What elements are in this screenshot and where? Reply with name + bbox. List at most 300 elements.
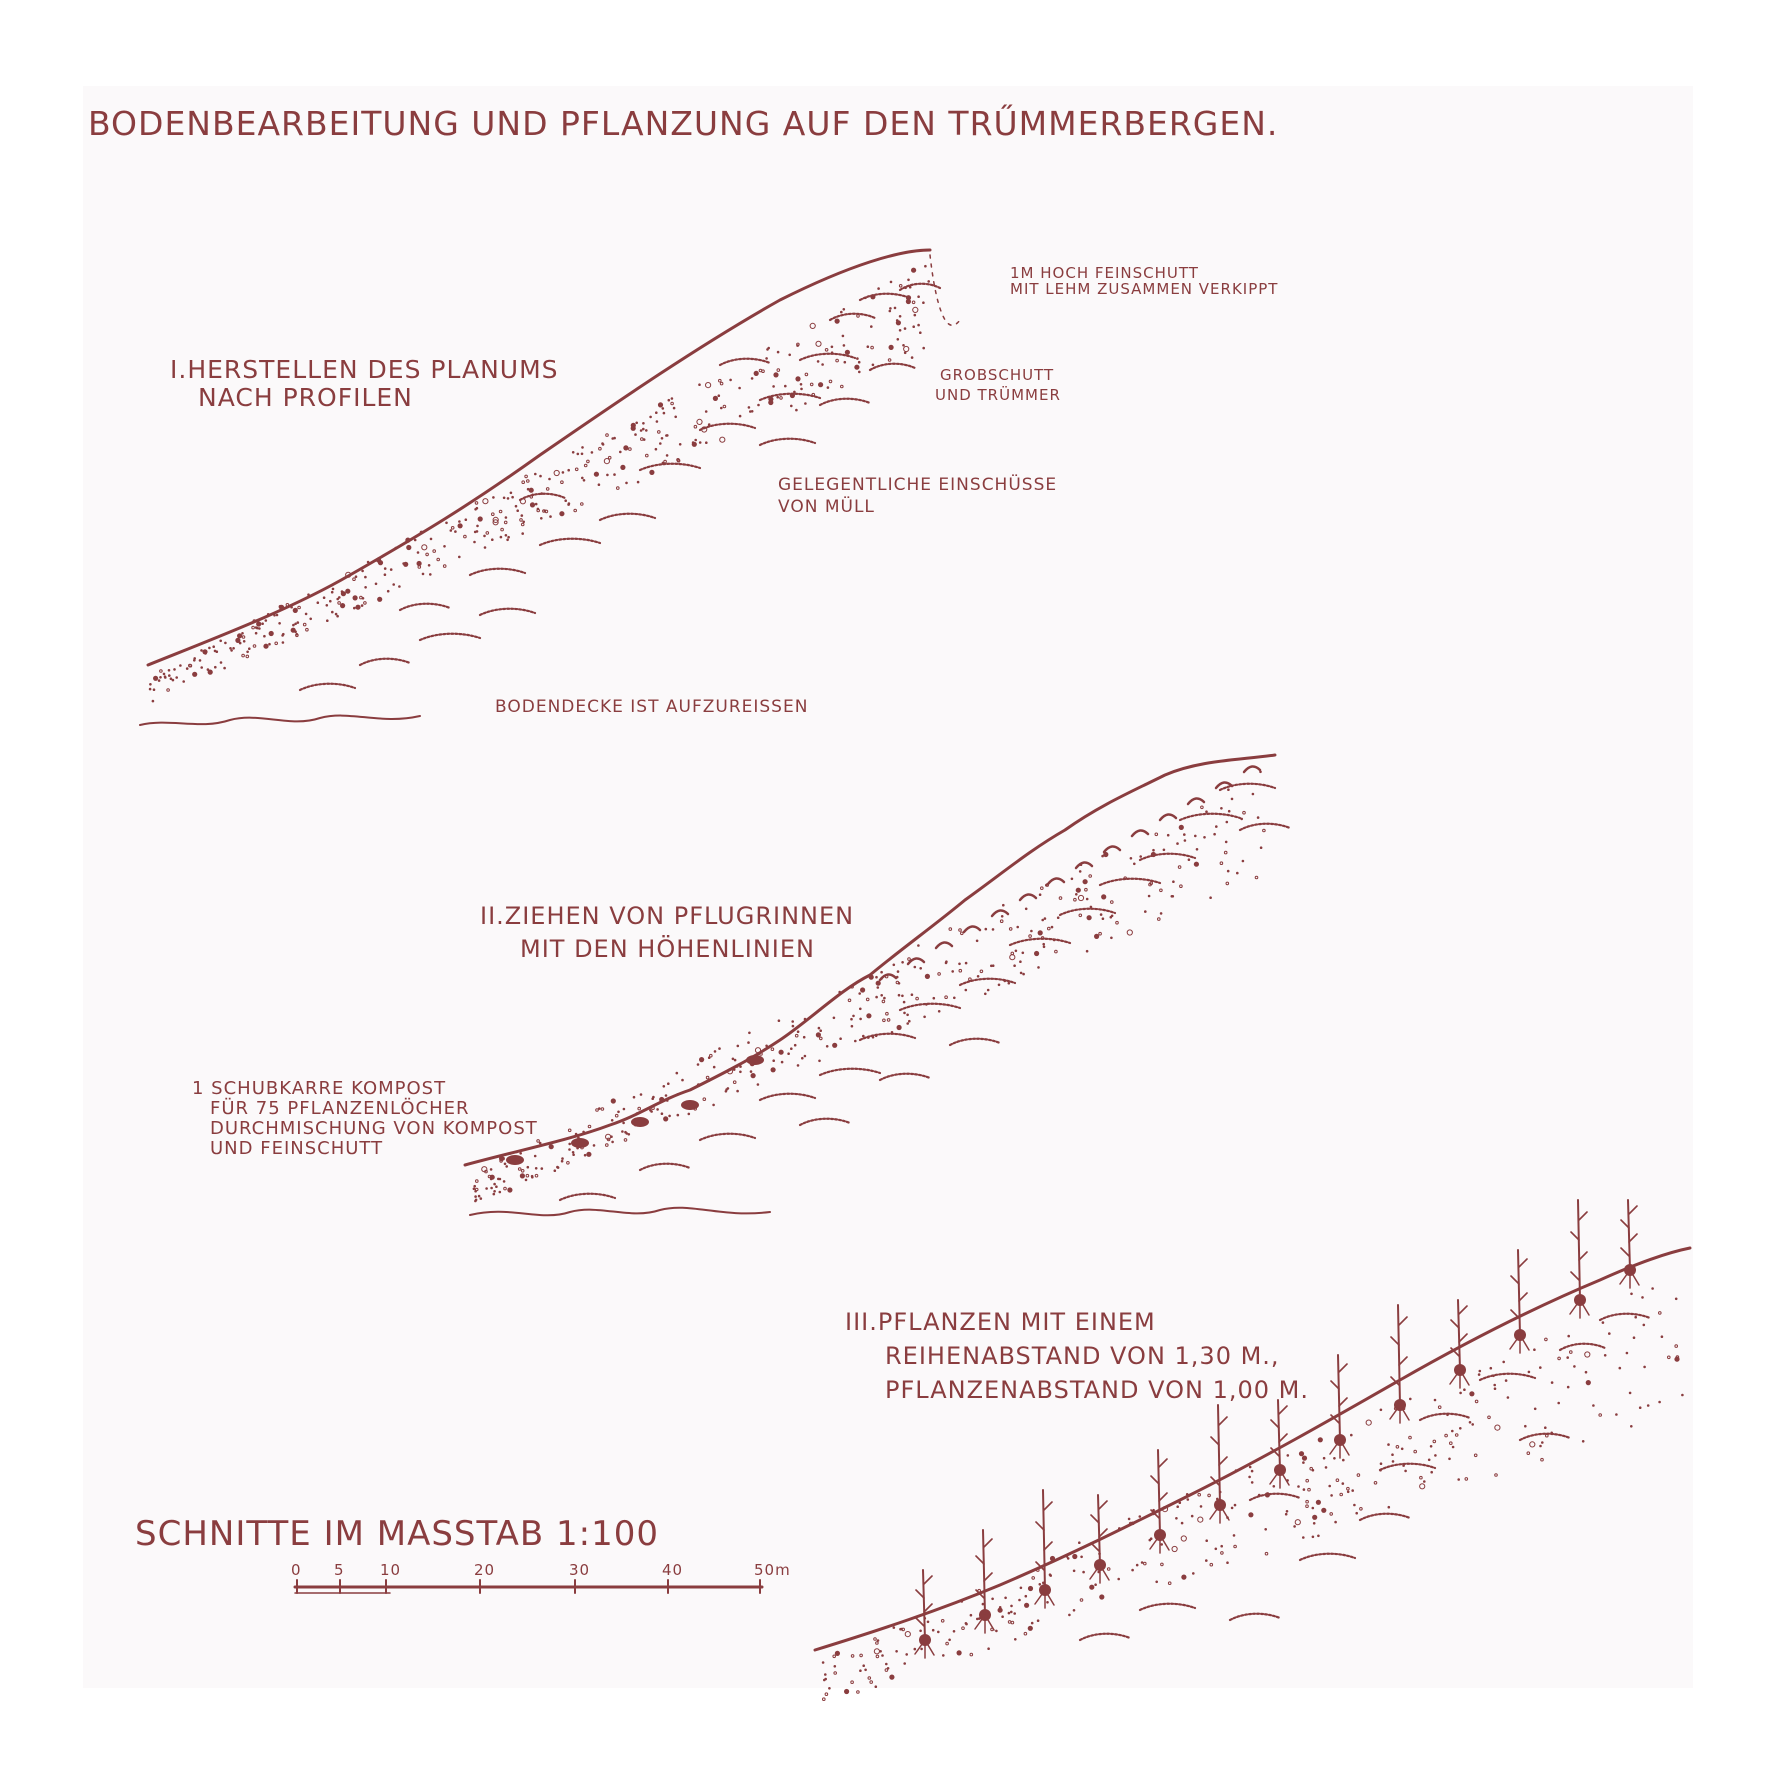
rubble-dot (510, 492, 513, 495)
rubble-dot (1073, 1570, 1076, 1573)
rubble-dot (1545, 1338, 1548, 1341)
rubble-dot (1200, 1505, 1203, 1508)
rubble-dot (823, 1698, 826, 1701)
rubble-dot (635, 422, 638, 425)
rubble-dot (291, 628, 296, 633)
rubble-dot (207, 668, 210, 671)
rubble-dot (938, 973, 941, 976)
rubble-dot (478, 516, 483, 521)
rubble-dot (1148, 895, 1151, 898)
rubble-dot (581, 503, 584, 506)
plant-roots (1450, 1370, 1469, 1388)
plant-leaf (1629, 1206, 1637, 1214)
rubble-dot (887, 1667, 890, 1670)
rubble-dot (896, 319, 899, 322)
rubble-dot (750, 1061, 755, 1066)
rubble-dot (608, 456, 611, 459)
rubble-dot (331, 591, 334, 594)
rubble-dot (903, 1662, 906, 1665)
strata-mark (470, 569, 525, 575)
rubble-dot (825, 349, 828, 352)
rubble-dot (849, 986, 852, 989)
rubble-dot (823, 1679, 826, 1682)
rubble-dot (539, 475, 542, 478)
rubble-dot (843, 308, 846, 311)
rubble-dot (1025, 908, 1028, 911)
rubble-dot (1234, 1545, 1237, 1548)
rubble-dot (1086, 898, 1089, 901)
rubble-dot (771, 1067, 776, 1072)
rubble-dot (835, 319, 840, 324)
rubble-dot (970, 1653, 973, 1656)
rubble-dot (499, 1191, 502, 1194)
rubble-dot (843, 344, 846, 347)
rubble-dot (1051, 926, 1054, 929)
rubble-dot (149, 683, 152, 686)
rubble-dot (780, 397, 783, 400)
rubble-dot (883, 1019, 886, 1022)
rubble-dot (779, 1050, 784, 1055)
rubble-dot (1567, 1335, 1570, 1338)
rubble-dot (1020, 972, 1023, 975)
rubble-dot (901, 995, 904, 998)
rubble-dot (1031, 1622, 1034, 1625)
rubble-dot (1534, 1408, 1537, 1411)
rubble-dot (242, 654, 245, 657)
rubble-dot (559, 511, 564, 516)
rubble-dot (317, 601, 320, 604)
plant-roots (1390, 1405, 1409, 1423)
plant-stem (1218, 1405, 1220, 1505)
rubble-dot (429, 573, 432, 576)
rubble-dot (527, 1166, 530, 1169)
rubble-dot (965, 989, 968, 992)
rubble-dot (1586, 1380, 1591, 1385)
rubble-dot (476, 1180, 479, 1183)
section-1-heading-line2: NACH PROFILEN (198, 383, 413, 412)
rubble-dot (361, 570, 364, 573)
rubble-dot (911, 993, 914, 996)
rubble-dot (1391, 1453, 1394, 1456)
rubble-dot (1641, 1296, 1644, 1299)
rubble-dot (1420, 1484, 1425, 1489)
rubble-dot (464, 535, 467, 538)
rubble-dot (164, 676, 167, 679)
plough-furrow (1132, 830, 1148, 836)
rubble-dot (1150, 882, 1153, 885)
rubble-dot (998, 1608, 1003, 1613)
rubble-dot (1366, 1420, 1371, 1425)
rubble-dot (541, 1167, 544, 1170)
rubble-dot (825, 1693, 828, 1696)
rubble-dot (549, 1144, 554, 1149)
rubble-dot (1488, 1416, 1491, 1419)
rubble-dot (788, 354, 791, 357)
rubble-dot (719, 379, 722, 382)
rubble-dot (1380, 1462, 1383, 1465)
rubble-dot (1321, 1508, 1326, 1513)
rubble-dot (833, 1017, 836, 1020)
section-1-note-rubble-line2: UND TRÜMMER (935, 386, 1061, 404)
plant-leaf (1519, 1293, 1527, 1301)
rubble-dot (842, 335, 845, 338)
rubble-dot (1098, 1552, 1101, 1555)
rubble-dot (917, 944, 920, 947)
rubble-dot (375, 583, 378, 586)
scale-tick-label: 20 (474, 1561, 496, 1579)
rubble-dot (804, 1018, 807, 1021)
strata-mark (1360, 1514, 1410, 1520)
rubble-dot (748, 1032, 751, 1035)
rubble-dot (353, 607, 356, 610)
rubble-dot (1325, 1466, 1328, 1469)
rubble-dot (1469, 1421, 1472, 1424)
strata-mark (1420, 1414, 1470, 1420)
rubble-dot (1681, 1394, 1684, 1397)
rubble-dot (1175, 1517, 1178, 1520)
rubble-dot (765, 357, 768, 360)
rubble-dot (1317, 1535, 1320, 1538)
rubble-dot (474, 531, 477, 534)
plough-furrow (936, 942, 952, 948)
rubble-dot (295, 633, 298, 636)
rubble-dot (1328, 1485, 1331, 1488)
rubble-dot (1008, 982, 1011, 985)
rubble-dot (336, 615, 339, 618)
rubble-dot (818, 382, 823, 387)
rubble-dot (1176, 1505, 1179, 1508)
rubble-dot (977, 975, 980, 978)
rubble-dot (1078, 895, 1083, 900)
rubble-dot (275, 642, 278, 645)
rubble-dot (596, 1109, 599, 1112)
rubble-dot (1102, 917, 1105, 920)
rubble-dot (1479, 1370, 1482, 1373)
rubble-dot (544, 510, 547, 513)
rubble-dot (1057, 916, 1060, 919)
rubble-dot (896, 976, 899, 979)
scale-tick-label: 5 (334, 1561, 345, 1579)
rubble-dot (1011, 1621, 1014, 1624)
rubble-dot (897, 1025, 902, 1030)
rubble-dot (256, 621, 261, 626)
rubble-dot (1225, 841, 1228, 844)
rubble-dot (329, 600, 332, 603)
rubble-dot (503, 497, 506, 500)
rubble-dot (1187, 1498, 1190, 1501)
rubble-dot (586, 1152, 591, 1157)
rubble-dot (1008, 1612, 1011, 1615)
rubble-dot (521, 523, 524, 526)
scale-label: SCHNITTE IM MASSTAB 1:100 (135, 1514, 660, 1554)
rubble-dot (875, 996, 878, 999)
rubble-dot (625, 1132, 628, 1135)
strata-mark (400, 604, 450, 610)
rubble-dot (1004, 1597, 1007, 1600)
strata-mark (1230, 1614, 1280, 1620)
rubble-dot (668, 399, 671, 402)
rubble-dot (1233, 1534, 1236, 1537)
rubble-dot (870, 1681, 873, 1684)
rubble-dot (987, 989, 990, 992)
plant-leaf (1579, 1252, 1587, 1260)
rubble-dot (903, 1012, 906, 1015)
rubble-dot (1585, 1352, 1590, 1357)
compost-pocket (746, 1055, 764, 1065)
rubble-dot (727, 1087, 730, 1090)
rubble-dot (899, 329, 902, 332)
rubble-dot (1633, 1336, 1636, 1339)
rubble-dot (876, 981, 881, 986)
rubble-dot (572, 451, 575, 454)
rubble-dot (392, 583, 395, 586)
rubble-dot (698, 383, 701, 386)
rubble-dot (520, 1173, 525, 1178)
rubble-dot (818, 1027, 821, 1030)
rubble-dot (980, 970, 983, 973)
rubble-dot (876, 1655, 879, 1658)
rubble-dot (246, 655, 249, 658)
rubble-dot (794, 1044, 797, 1047)
rubble-dot (816, 341, 821, 346)
rubble-dot (914, 314, 917, 317)
rubble-dot (1097, 1571, 1100, 1574)
rubble-dot (1210, 1563, 1213, 1566)
rubble-dot (490, 1187, 493, 1190)
rubble-dot (486, 532, 489, 535)
rubble-dot (1086, 950, 1089, 953)
rubble-dot (242, 636, 245, 639)
rubble-dot (751, 1073, 756, 1078)
rubble-dot (638, 1107, 641, 1110)
rubble-dot (1037, 1569, 1040, 1572)
rubble-dot (1438, 1406, 1441, 1409)
rubble-dot (1566, 1356, 1569, 1359)
rubble-dot (923, 1016, 926, 1019)
rubble-dot (1141, 1561, 1144, 1564)
rubble-dot (1215, 825, 1218, 828)
plant-leaf (1159, 1493, 1167, 1501)
rubble-dot (237, 633, 242, 638)
rubble-dot (666, 454, 669, 457)
rubble-dot (253, 645, 256, 648)
rubble-dot (919, 967, 922, 970)
rubble-dot (443, 545, 446, 548)
rubble-dot (773, 372, 778, 377)
rubble-dot (750, 1070, 753, 1073)
rubble-dot (1008, 1621, 1011, 1624)
rubble-dot (1020, 1587, 1023, 1590)
rubble-dot (1451, 1430, 1454, 1433)
rubble-dot (768, 400, 773, 405)
rubble-dot (1651, 1287, 1654, 1290)
rubble-dot (1308, 1488, 1311, 1491)
rubble-dot (784, 385, 787, 388)
rubble-dot (834, 1665, 837, 1668)
rubble-dot (611, 1098, 616, 1103)
rubble-dot (692, 441, 695, 444)
rubble-dot (504, 521, 507, 524)
rubble-dot (1302, 1456, 1307, 1461)
rubble-dot (581, 477, 584, 480)
plant-stem (1628, 1200, 1630, 1270)
rubble-dot (1080, 863, 1083, 866)
rubble-dot (443, 565, 446, 568)
rubble-dot (927, 1621, 930, 1624)
rubble-dot (938, 1010, 941, 1013)
rubble-dot (1459, 1392, 1462, 1395)
rubble-dot (364, 576, 367, 579)
rubble-dot (694, 439, 697, 442)
rubble-dot (1347, 1491, 1350, 1494)
rubble-dot (1567, 1386, 1570, 1389)
rubble-dot (1474, 1454, 1477, 1457)
rubble-dot (292, 624, 295, 627)
rubble-dot (737, 1045, 740, 1048)
rubble-dot (1242, 860, 1245, 863)
rubble-dot (771, 1048, 774, 1051)
rubble-dot (818, 1060, 821, 1063)
rubble-dot (995, 1630, 998, 1633)
rubble-dot (1318, 1437, 1323, 1442)
plant-roots (1270, 1470, 1289, 1488)
rubble-dot (340, 603, 345, 608)
plant-leaf (1091, 1543, 1099, 1551)
rubble-dot (582, 1131, 585, 1134)
rubble-dot (208, 647, 211, 650)
rubble-dot (805, 373, 808, 376)
rubble-dot (576, 1147, 579, 1150)
rubble-dot (1087, 915, 1092, 920)
strata-mark (760, 1094, 815, 1100)
rubble-dot (1428, 1459, 1431, 1462)
rubble-dot (677, 1114, 680, 1117)
rubble-dot (474, 508, 477, 511)
rubble-dot (617, 1111, 620, 1114)
rubble-dot (790, 405, 793, 408)
rubble-dot (326, 604, 329, 607)
plant-leaf (1339, 1398, 1347, 1406)
rubble-dot (1257, 816, 1260, 819)
rubble-dot (1089, 875, 1092, 878)
rubble-dot (500, 536, 503, 539)
rubble-dot (1010, 955, 1015, 960)
rubble-dot (1493, 1384, 1496, 1387)
rubble-dot (642, 422, 645, 425)
rubble-dot (1074, 898, 1077, 901)
rubble-dot (1639, 1406, 1642, 1409)
rubble-dot (378, 560, 383, 565)
rubble-dot (894, 307, 897, 310)
rubble-dot (282, 641, 285, 644)
rubble-dot (663, 412, 666, 415)
rubble-dot (561, 1157, 564, 1160)
rubble-dot (804, 1055, 807, 1058)
rubble-dot (854, 365, 859, 370)
rubble-dot (848, 999, 851, 1002)
rubble-dot (1002, 904, 1005, 907)
rubble-dot (945, 996, 948, 999)
plant-roots (1210, 1505, 1229, 1523)
rubble-dot (584, 1154, 587, 1157)
rubble-dot (898, 994, 901, 997)
rubble-dot (1184, 839, 1187, 842)
rubble-dot (712, 1104, 715, 1107)
plough-furrow (1188, 798, 1204, 804)
rubble-dot (526, 1174, 529, 1177)
rubble-dot (757, 404, 760, 407)
rubble-dot (505, 534, 508, 537)
rubble-dot (828, 1687, 831, 1690)
rubble-dot (1360, 1508, 1363, 1511)
rubble-dot (1353, 1504, 1356, 1507)
rubble-dot (705, 441, 708, 444)
section-2-rubble-dots (473, 771, 1266, 1203)
rubble-dot (1643, 1324, 1646, 1327)
plant-leaf (1399, 1357, 1407, 1365)
strata-mark (520, 494, 565, 500)
rubble-dot (1475, 1400, 1478, 1403)
rubble-dot (1043, 946, 1046, 949)
rubble-dot (888, 359, 891, 362)
rubble-dot (1194, 835, 1197, 838)
rubble-dot (810, 323, 815, 328)
rubble-dot (338, 602, 341, 605)
rubble-dot (1634, 1316, 1637, 1319)
rubble-dot (490, 1175, 495, 1180)
rubble-dot (364, 602, 367, 605)
rubble-dot (554, 1169, 557, 1172)
rubble-dot (223, 667, 226, 670)
rubble-dot (645, 429, 648, 432)
plant-leaf (924, 1576, 932, 1584)
plant-stem (1278, 1400, 1280, 1470)
rubble-dot (945, 962, 948, 965)
strata-mark (1080, 1634, 1130, 1640)
rubble-dot (776, 396, 779, 399)
rubble-dot (1220, 807, 1223, 810)
rubble-dot (1219, 1491, 1222, 1494)
rubble-dot (475, 502, 478, 505)
rubble-dot (574, 509, 577, 512)
rubble-dot (473, 1185, 476, 1188)
rubble-dot (694, 425, 697, 428)
rubble-dot (845, 350, 850, 355)
rubble-dot (860, 987, 865, 992)
scale-tick-label: 40 (662, 1561, 684, 1579)
rubble-dot (1038, 930, 1043, 935)
rubble-dot (450, 529, 453, 532)
section-2-strata-marks (560, 784, 1290, 1200)
rubble-dot (577, 1137, 580, 1140)
rubble-dot (819, 1029, 822, 1032)
strata-mark (1060, 909, 1115, 915)
rubble-dot (1401, 1448, 1404, 1451)
rubble-dot (159, 676, 162, 679)
rubble-dot (224, 642, 227, 645)
rubble-dot (355, 575, 358, 578)
rubble-dot (1430, 1471, 1433, 1474)
section-2-note-line1: 1 SCHUBKARRE KOMPOST (192, 1078, 447, 1099)
rubble-dot (193, 657, 196, 660)
rubble-dot (549, 515, 552, 518)
rubble-dot (699, 1057, 704, 1062)
rubble-dot (525, 1179, 528, 1182)
rubble-dot (537, 1140, 540, 1143)
rubble-dot (1161, 1563, 1164, 1566)
rubble-dot (1404, 1470, 1407, 1473)
rubble-dot (1387, 1443, 1390, 1446)
